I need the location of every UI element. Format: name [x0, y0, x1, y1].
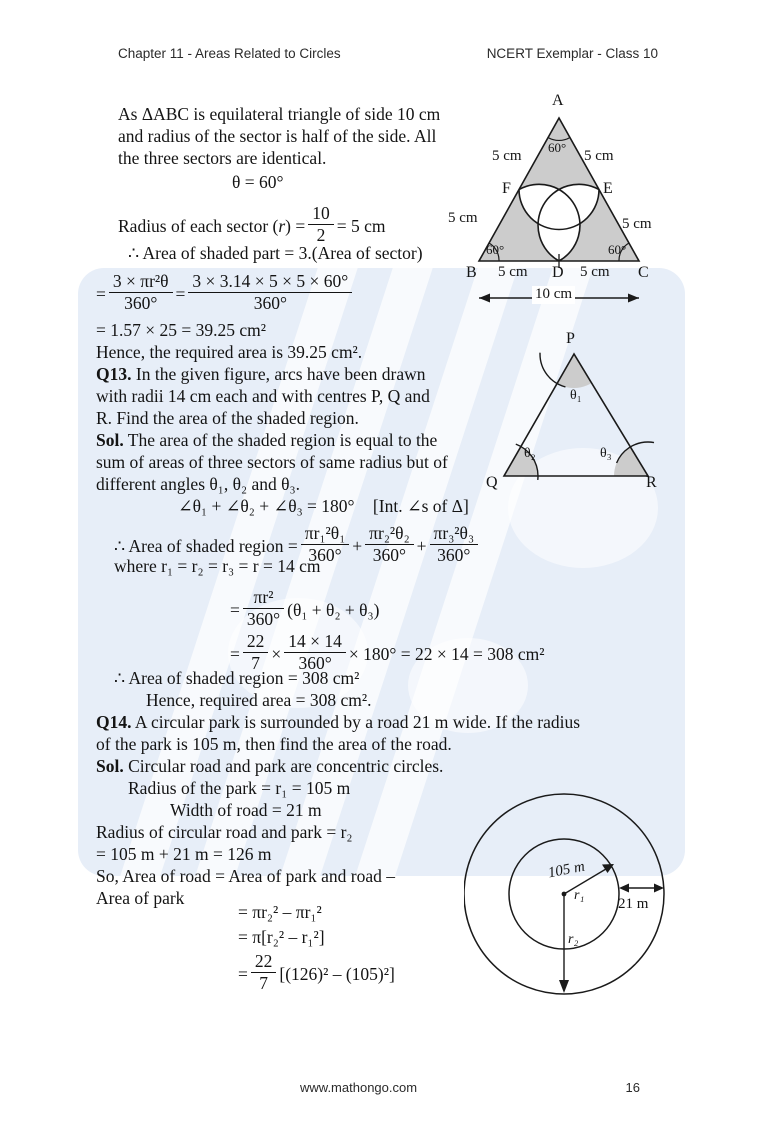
q14-r2-line: Radius of circular road and park = r₂ [96, 822, 353, 842]
q13-sol-text-1: The area of the shaded region is equal to the [127, 430, 438, 450]
q14-text-1: A circular park is surrounded by a road 21 m wide. If the radius [134, 712, 581, 732]
label-vertex-a: A [552, 92, 564, 109]
q13-sol-line-2: sum of areas of three sectors of same radius but of [96, 452, 448, 472]
fraction-numeric-substitution: $\frac{3 \times 3.14 \times 5 \times 5 \times 60^\circ}{360^\circ}$ [188, 272, 352, 314]
q13-sol-line-1 [96, 430, 437, 451]
fraction-14x14-over-360: $\frac{14 \times 14}{360^\circ}$ [284, 632, 346, 674]
header-chapter-title: Chapter 11 - Areas Related to Circles [118, 46, 341, 61]
fraction-3pi-r2-theta: $\frac{\text{3 × πr²θ}}{360^\circ}$ [109, 272, 173, 314]
outer-radius-variable: r₂ [568, 932, 579, 947]
footer-page-number: 16 [625, 1080, 640, 1095]
fraction-term-1: $\frac{\text{πr₁²θ₁}}{360^\circ}$ [301, 524, 350, 566]
times-sign-1: × [271, 644, 282, 665]
side-label-ae: 5 cm [584, 148, 614, 164]
q13-angle-sum: ∠θ₁ + ∠θ₂ + ∠θ₃ = 180° [178, 496, 355, 516]
q14-so-line-2: Area of park [96, 888, 185, 908]
fraction-term-2: $\frac{\text{πr₂²θ₂}}{360^\circ}$ [365, 524, 414, 566]
q14-width-line: Width of road = 21 m [170, 800, 322, 820]
triangle-pqr-svg [486, 336, 662, 500]
q13-text-1: In the given figure, arcs have been drawn [135, 364, 426, 384]
angle-label-a: 60° [548, 140, 567, 155]
figure-concentric-circles [464, 784, 674, 1009]
intro-line-1: As ΔABC is equilateral triangle of side 10 cm [118, 104, 441, 124]
fraction-ten-over-two: $\frac{10}{2}$ [308, 204, 334, 246]
label-vertex-b: B [466, 264, 477, 281]
label-point-e: E [603, 180, 613, 197]
q14-sol-line-1 [96, 756, 443, 777]
fraction-22-over-7: $\frac{22}{7}$ [243, 632, 269, 674]
figure-triangle-pqr [486, 330, 662, 505]
q12-result-line: = 1.57 × 25 = 39.25 cm² [96, 320, 266, 340]
header-book-title: NCERT Exemplar - Class 10 [486, 46, 658, 61]
plus-1: + [352, 536, 363, 557]
q13-question-line-3: R. Find the area of the shaded region. [96, 408, 359, 428]
angle-label-b: 60° [486, 242, 505, 257]
q14-r2-value-line: = 105 m + 21 m = 126 m [96, 844, 272, 864]
label-point-f: F [502, 180, 511, 197]
fraction-term-3: $\frac{\text{πr₃²θ₃}}{360^\circ}$ [430, 524, 479, 566]
q13-where-line: where r₁ = r₂ = r₃ = r = 14 cm [114, 556, 321, 576]
inner-radius-label: 105 m [546, 858, 587, 882]
triangle-abc-svg [444, 96, 674, 316]
intro-line-3: the three sectors are identical. [118, 148, 327, 168]
q13-step2-tail: (θ₁ + θ₂ + θ₃) [287, 600, 380, 621]
q14-label: Q14. [96, 712, 132, 732]
intro-line-2: and radius of the sector is half of the side. All [118, 126, 437, 146]
label-vertex-p: P [566, 330, 575, 347]
q14-calc-3 [238, 952, 395, 994]
q13-question-line-2: with radii 14 cm each and with centres P, Q and [96, 386, 430, 406]
q14-so-line-1: So, Area of road = Area of park and road – [96, 866, 396, 886]
label-vertex-c: C [638, 264, 649, 281]
q13-step2-lead: = [230, 600, 240, 621]
q13-step3-lead: = [230, 644, 240, 665]
eq-lead: = [96, 284, 106, 305]
q13-conclusion-2: Hence, required area = 308 cm². [146, 690, 372, 710]
angle-label-c: 60° [608, 242, 627, 257]
q13-label: Q13. [96, 364, 132, 384]
side-label-dc: 5 cm [580, 264, 610, 280]
q14-r1-line: Radius of the park = r₁ = 105 m [128, 778, 351, 798]
concentric-circles-svg [464, 784, 674, 1004]
base-dimension-label: 10 cm [532, 286, 575, 304]
q14-calc3-tail: [(126)² – (105)²] [279, 964, 395, 985]
inner-radius-variable: r₁ [574, 888, 585, 903]
q14-calc-1: = πr₂² – πr₁² [238, 902, 322, 922]
label-vertex-q: Q [486, 474, 498, 491]
footer-website: www.mathongo.com [300, 1080, 418, 1095]
q13-step3-tail: × 180° = 22 × 14 = 308 cm² [348, 644, 545, 665]
q12-hence-line: Hence, the required area is 39.25 cm². [96, 342, 363, 362]
q13-conclusion-1: ∴ Area of shaded region = 308 cm² [114, 668, 360, 688]
q13-sol-label: Sol. [96, 430, 124, 450]
q13-step2-equation [230, 588, 379, 630]
angle-label-theta2: θ₂ [524, 446, 536, 461]
radius-of-sector-line [118, 204, 386, 246]
side-label-af: 5 cm [492, 148, 522, 164]
q13-question-line-1 [96, 364, 425, 385]
label-point-d: D [552, 264, 564, 281]
radius-variable: r [278, 216, 286, 237]
area-shaded-part-line: ∴ Area of shaded part = 3.(Area of sector) [128, 243, 423, 263]
q13-area-lead: ∴ Area of shaded region = [114, 536, 298, 557]
radius-result: = 5 cm [336, 216, 386, 237]
label-vertex-r: R [646, 474, 657, 491]
q14-calc-2: = π[r₂² – r₁²] [238, 927, 325, 947]
q12-main-equation [96, 272, 355, 314]
radius-label: Radius of each sector ( [118, 216, 279, 237]
plus-2: + [416, 536, 427, 557]
angle-label-theta3: θ₃ [600, 446, 612, 461]
radius-equals: ) = [285, 216, 306, 237]
figure-triangle-abc [444, 92, 674, 321]
q13-angle-note: [Int. ∠s of Δ] [372, 496, 469, 516]
fraction-22-over-7-q14: $\frac{22}{7}$ [251, 952, 277, 994]
q14-calc3-lead: = [238, 964, 248, 985]
eq-mid: = [175, 284, 186, 305]
q14-sol-text-1: Circular road and park are concentric circles. [128, 756, 444, 776]
q13-sol-line-3: different angles θ₁, θ₂ and θ₃. [96, 474, 300, 494]
road-width-label: 21 m [618, 896, 649, 912]
theta-equals-line: θ = 60° [232, 172, 284, 192]
q14-question-line-2: of the park is 105 m, then find the area of the road. [96, 734, 452, 754]
side-label-fb: 5 cm [448, 210, 478, 226]
q14-question-line-1 [96, 712, 580, 733]
q13-angle-sum-line [178, 496, 469, 517]
fraction-pi-r2-over-360: $\frac{\text{πr²}}{360^\circ}$ [243, 588, 284, 630]
side-label-bd: 5 cm [498, 264, 528, 280]
angle-label-theta1: θ₁ [570, 388, 582, 403]
side-label-ec: 5 cm [622, 216, 652, 232]
q14-sol-label: Sol. [96, 756, 124, 776]
